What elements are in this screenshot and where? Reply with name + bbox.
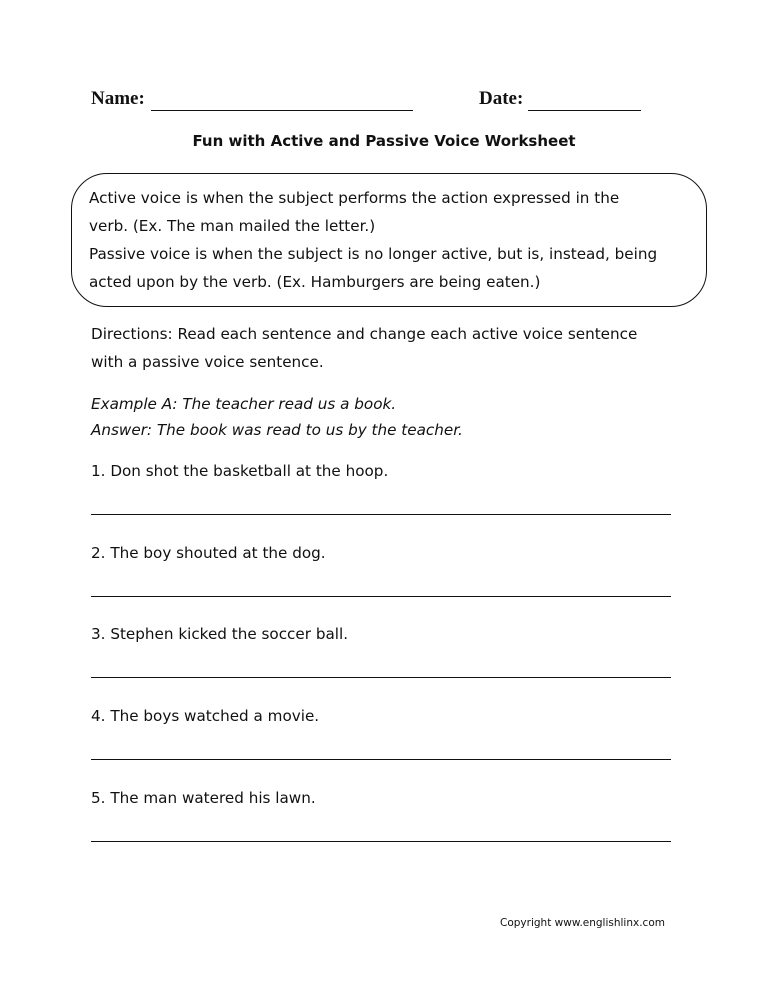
question-text: 5. The man watered his lawn. — [91, 789, 316, 807]
definition-box — [71, 173, 707, 307]
copyright-text: Copyright www.englishlinx.com — [500, 917, 665, 929]
question-text: 1. Don shot the basketball at the hoop. — [91, 462, 389, 480]
example — [91, 391, 691, 443]
name-field-line[interactable] — [151, 110, 413, 111]
example-answer: Answer: The book was read to us by the teacher. — [91, 421, 463, 439]
definition-line: Active voice is when the subject performs the action expressed in the — [89, 189, 620, 207]
directions — [91, 320, 691, 376]
answer-line[interactable] — [91, 677, 671, 678]
directions-line: with a passive voice sentence. — [91, 353, 324, 371]
definition-line: verb. (Ex. The man mailed the letter.) — [89, 217, 376, 235]
date-field-line[interactable] — [528, 110, 641, 111]
definition-line: acted upon by the verb. (Ex. Hamburgers are being eaten.) — [89, 273, 541, 291]
date-label: Date: — [479, 88, 524, 109]
name-label: Name: — [91, 88, 145, 109]
example-prompt: Example A: The teacher read us a book. — [91, 395, 397, 413]
answer-line[interactable] — [91, 841, 671, 842]
answer-line[interactable] — [91, 514, 671, 515]
definition-text — [89, 184, 695, 296]
question-text: 2. The boy shouted at the dog. — [91, 544, 326, 562]
header-row — [91, 88, 651, 116]
question-text: 3. Stephen kicked the soccer ball. — [91, 625, 349, 643]
worksheet-title: Fun with Active and Passive Voice Worksheet — [192, 132, 576, 150]
directions-line: Directions: Read each sentence and change each active voice sentence — [91, 325, 638, 343]
definition-line: Passive voice is when the subject is no longer active, but is, instead, being — [89, 245, 658, 263]
answer-line[interactable] — [91, 759, 671, 760]
answer-line[interactable] — [91, 596, 671, 597]
question-text: 4. The boys watched a movie. — [91, 707, 320, 725]
